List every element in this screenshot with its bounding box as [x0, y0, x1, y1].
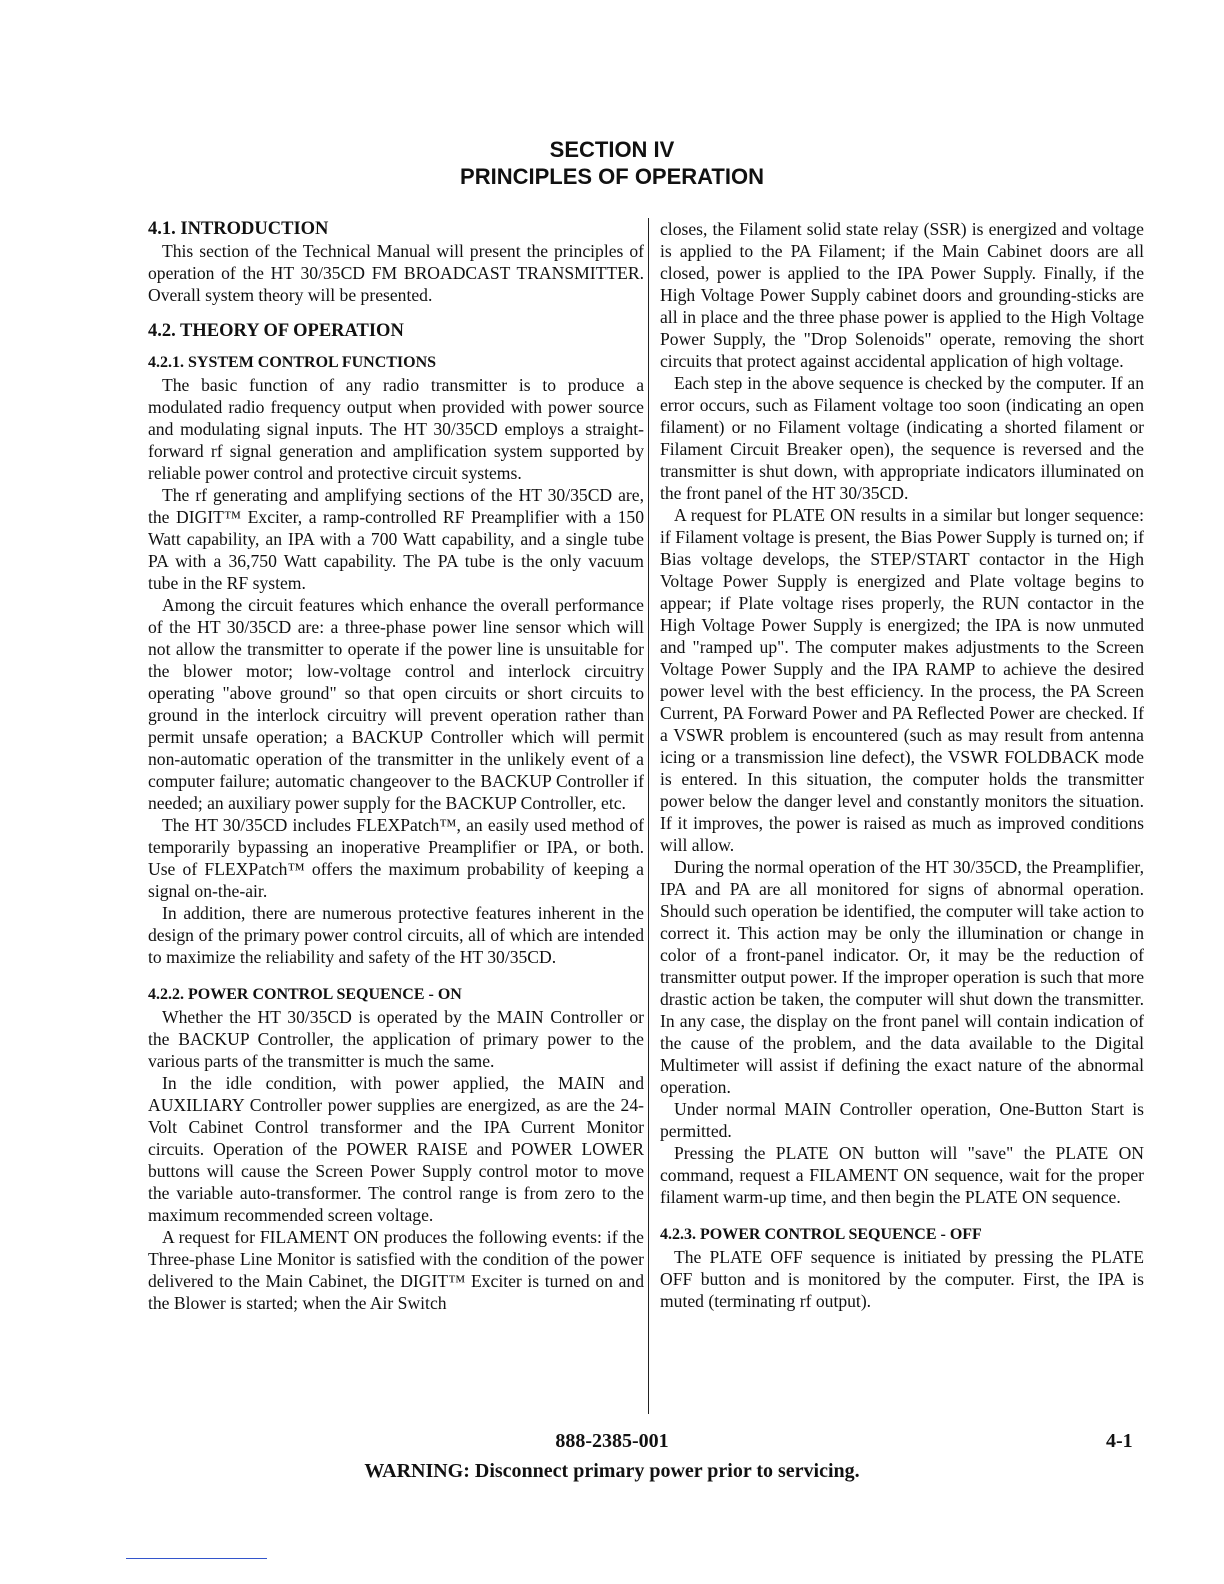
section-number: SECTION IV [549, 137, 675, 162]
paragraph: In addition, there are numerous protective features inherent in the design of the primary power control circuits, all of which are intended to maximize the reliability and safety of the HT 30/35CD. [148, 903, 644, 967]
heading-introduction: 4.1. INTRODUCTION [148, 219, 329, 239]
heading-power-on: 4.2.2. POWER CONTROL SEQUENCE - ON [148, 986, 462, 1003]
section-title: PRINCIPLES OF OPERATION [460, 164, 764, 189]
paragraph: Among the circuit features which enhance the overall performance of the HT 30/35CD are: a three-phase power line sensor which will not allow the transmitter to operate if the power line is unsuitable for the blower motor; low-voltage control and interlock circuitry operating "above ground" so that open circuits or short circuits to ground in the interlock circuitry will prevent operation rather than permit unsafe operation; a BACKUP Controller which will permit non-automatic operation of the transmitter in the unlikely event of a computer failure; automatic changeover to the BACKUP Controller if needed; an auxiliary power supply for the BACKUP Controller, etc. [148, 595, 644, 813]
paragraph: The PLATE OFF sequence is initiated by pressing the PLATE OFF button and is monitored by the computer. First, the IPA is muted (terminating rf output). [660, 1247, 1144, 1311]
paragraph: Whether the HT 30/35CD is operated by the MAIN Controller or the BACKUP Controller, the application of primary power to the various parts of the transmitter is much the same. [148, 1007, 644, 1071]
heading-power-off: 4.2.3. POWER CONTROL SEQUENCE - OFF [660, 1226, 982, 1243]
left-column [148, 218, 644, 1314]
warning-text: WARNING: Disconnect primary power prior to servicing. [364, 1460, 860, 1482]
link-underline [126, 1558, 267, 1559]
paragraph: A request for FILAMENT ON produces the following events: if the Three-phase Line Monitor is satisfied with the condition of the power delivered to the Main Cabinet, the DIGIT™ Exciter is turned on and the Blower is started; when the Air Switch [148, 1227, 644, 1313]
paragraph: closes, the Filament solid state relay (SSR) is energized and voltage is applied to the PA Filament; if the Main Cabinet doors are all closed, power is applied to the IPA Power Supply. Finally, if the High Voltage Power Supply cabinet doors and grounding-sticks are all in place and the three phase power is applied to the High Voltage Power Supply, the "Drop Solenoids" operate, removing the short circuits that protect against accidental application of high voltage. [660, 219, 1144, 371]
paragraph: During the normal operation of the HT 30/35CD, the Preamplifier, IPA and PA are all monitored for signs of abnormal operation. Should such operation be identified, the computer will take action to correct it. This action may be only the illumination or change in color of a front-panel indicator. Or, it may be the reduction of transmitter output power. If the improper operation is such that more drastic action be taken, the computer will shut down the transmitter. In any case, the display on the front panel will contain indication of the cause of the problem, and the data available to the Digital Multimeter will assist if defining the exact nature of the abnormal operation. [660, 857, 1144, 1097]
right-column [660, 218, 1144, 1312]
paragraph: Pressing the PLATE ON button will "save" the PLATE ON command, request a FILAMENT ON sequence, wait for the proper filament warm-up time, and then begin the PLATE ON sequence. [660, 1143, 1144, 1207]
column-divider [648, 218, 649, 1414]
page-number: 4-1 [1106, 1430, 1133, 1452]
paragraph: Under normal MAIN Controller operation, One-Button Start is permitted. [660, 1099, 1144, 1141]
paragraph: This section of the Technical Manual will present the principles of operation of the HT 30/35CD FM BROADCAST TRANSMITTER. Overall system theory will be presented. [148, 241, 644, 305]
paragraph: Each step in the above sequence is checked by the computer. If an error occurs, such as Filament voltage too soon (indicating an open filament) or no Filament voltage (indicating a shorted filament or Filament Circuit Breaker open), the sequence is reversed and the transmitter is shut down, with appropriate indicators illuminated on the front panel of the HT 30/35CD. [660, 373, 1144, 503]
heading-theory: 4.2. THEORY OF OPERATION [148, 321, 404, 341]
paragraph: The HT 30/35CD includes FLEXPatch™, an easily used method of temporarily bypassing an inoperative Preamplifier or IPA, or both. Use of FLEXPatch™ offers the maximum probability of keeping a signal on-the-air. [148, 815, 644, 901]
document-number: 888-2385-001 [555, 1430, 669, 1452]
paragraph: In the idle condition, with power applied, the MAIN and AUXILIARY Controller power supplies are energized, as are the 24-Volt Cabinet Control transformer and the IPA Current Monitor circuits. Operation of the POWER RAISE and POWER LOWER buttons will cause the Screen Power Supply control motor to move the variable auto-transformer. The control range is from zero to the maximum recommended screen voltage. [148, 1073, 644, 1225]
paragraph: The rf generating and amplifying sections of the HT 30/35CD are, the DIGIT™ Exciter, a ramp-controlled RF Preamplifier with a 150 Watt capability, an IPA with a 700 Watt capability, and a single tube PA with a 36,750 Watt capability. The PA tube is the only vacuum tube in the RF system. [148, 485, 644, 593]
section-header [0, 136, 1224, 190]
paragraph: The basic function of any radio transmitter is to produce a modulated radio frequency output when provided with power source and modulating signal inputs. The HT 30/35CD employs a straight-forward rf signal generation and amplification system supported by reliable power control and protective circuit systems. [148, 375, 644, 483]
paragraph: A request for PLATE ON results in a similar but longer sequence: if Filament voltage is present, the Bias Power Supply is turned on; if Bias voltage develops, the STEP/START contactor in the High Voltage Power Supply is energized and Plate voltage begins to appear; if Plate voltage rises properly, the RUN contactor in the High Voltage Power Supply is energized; the IPA is now unmuted and "ramped up". The computer makes adjustments to the Screen Voltage Power Supply and the IPA RAMP to achieve the desired power level with the best efficiency. In the process, the PA Screen Current, PA Forward Power and PA Reflected Power are checked. If a VSWR problem is encountered (such as may result from antenna icing or a transmission line defect), the VSWR FOLDBACK mode is entered. In this situation, the computer holds the transmitter power below the danger level and constantly monitors the situation. If it improves, the power is raised as much as improved conditions will allow. [660, 505, 1144, 855]
heading-system-control: 4.2.1. SYSTEM CONTROL FUNCTIONS [148, 354, 437, 371]
